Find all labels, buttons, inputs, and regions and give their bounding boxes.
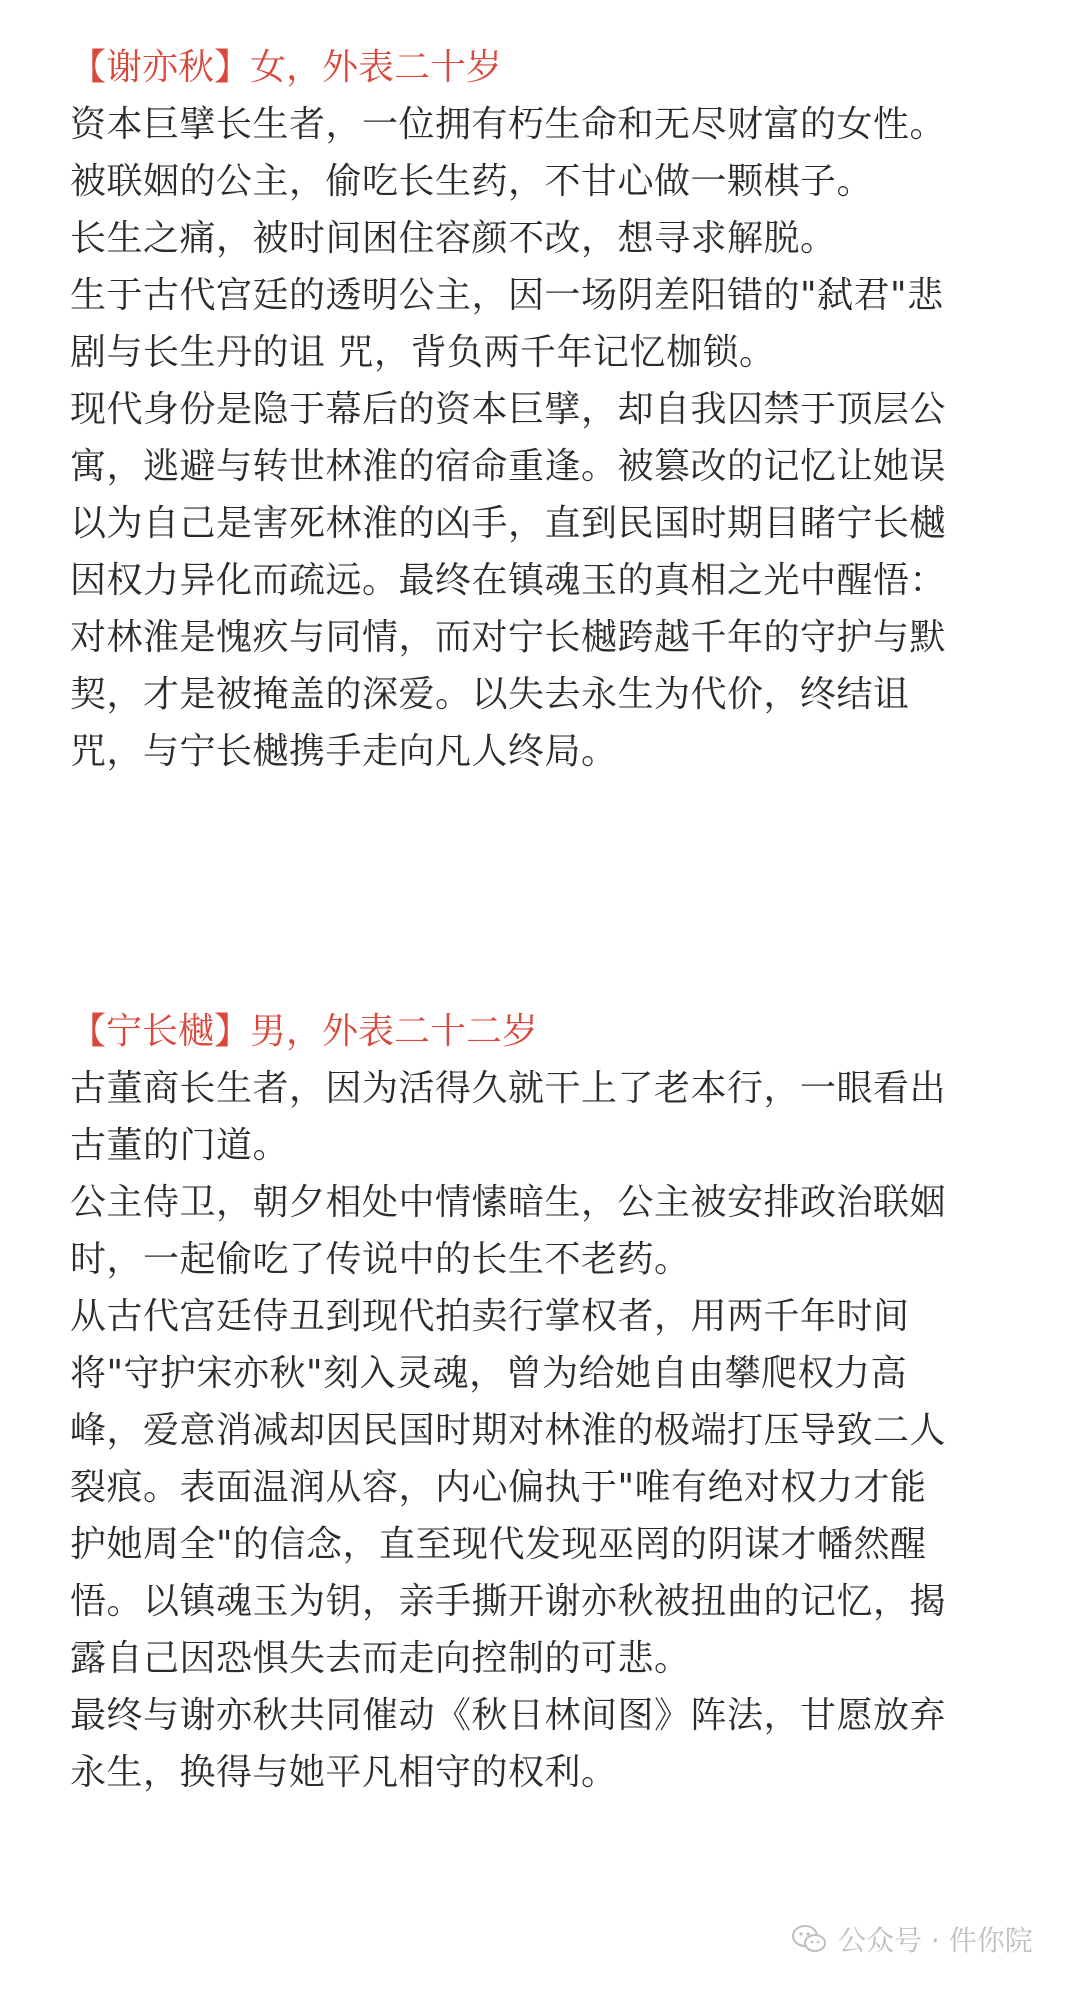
body-paragraph: 资本巨擘长生者，一位拥有朽生命和无尽财富的女性。 — [70, 104, 947, 145]
wechat-icon — [792, 1924, 826, 1954]
watermark — [792, 1919, 1033, 1959]
body-paragraph: 现代身份是隐于幕后的资本巨擘，却自我囚禁于顶层公 寓，逃避与转世林淮的宿命重逢。被篡改的记忆让她误 以为自己是害死林淮的凶手，直到民国时期目睹宁长樾 因权力异化而疏远。最终在镇魂玉的真相之光中醒悟： 对林淮是愧疚与同情，而对宁长樾跨越千年的守护与默 契，才是被掩盖的深爱。以失去永生为代价，终结诅 咒，与宁长樾携手走向凡人终局。 — [70, 389, 947, 772]
character-heading: 【谢亦秋】女，外表二十岁 — [70, 47, 503, 88]
character-heading: 【宁长樾】男，外表二十二岁 — [70, 1011, 539, 1052]
watermark-text: 公众号 · 件你院 — [838, 1924, 1033, 1957]
character-section-xie-yiqiu — [70, 39, 1020, 780]
body-paragraph: 最终与谢亦秋共同催动《秋日林间图》阵法，甘愿放弃 永生，换得与她平凡相守的权利。 — [70, 1695, 947, 1793]
body-paragraph: 长生之痛，被时间困住容颜不改，想寻求解脱。 — [70, 218, 837, 259]
body-paragraph: 被联姻的公主，偷吃长生药，不甘心做一颗棋子。 — [70, 161, 874, 202]
body-paragraph: 从古代宫廷侍丑到现代拍卖行掌权者，用两千年时间 将"守护宋亦秋"刻入灵魂，曾为给她自由攀爬权力高 峰，爱意消减却因民国时期对林淮的极端打压导致二人 裂痕。表面温润从容，内心偏执于"唯有绝对权力才能 护她周全"的信念，直至现代发现巫罔的阴谋才幡然醒 悟。以镇魂玉为钥，亲手撕开谢亦秋被扭曲的记忆，揭 露自己因恐惧失去而走向控制的可悲。 — [70, 1296, 947, 1679]
body-paragraph: 公主侍卫，朝夕相处中情愫暗生，公主被安排政治联姻 时，一起偷吃了传说中的长生不老药。 — [70, 1182, 947, 1280]
body-paragraph: 生于古代宫廷的透明公主，因一场阴差阳错的"弑君"悲 剧与长生丹的诅 咒，背负两千年记忆枷锁。 — [70, 275, 944, 373]
body-paragraph: 古董商长生者，因为活得久就干上了老本行，一眼看出 古董的门道。 — [70, 1068, 947, 1166]
character-section-ning-changyue — [70, 1003, 1020, 1801]
